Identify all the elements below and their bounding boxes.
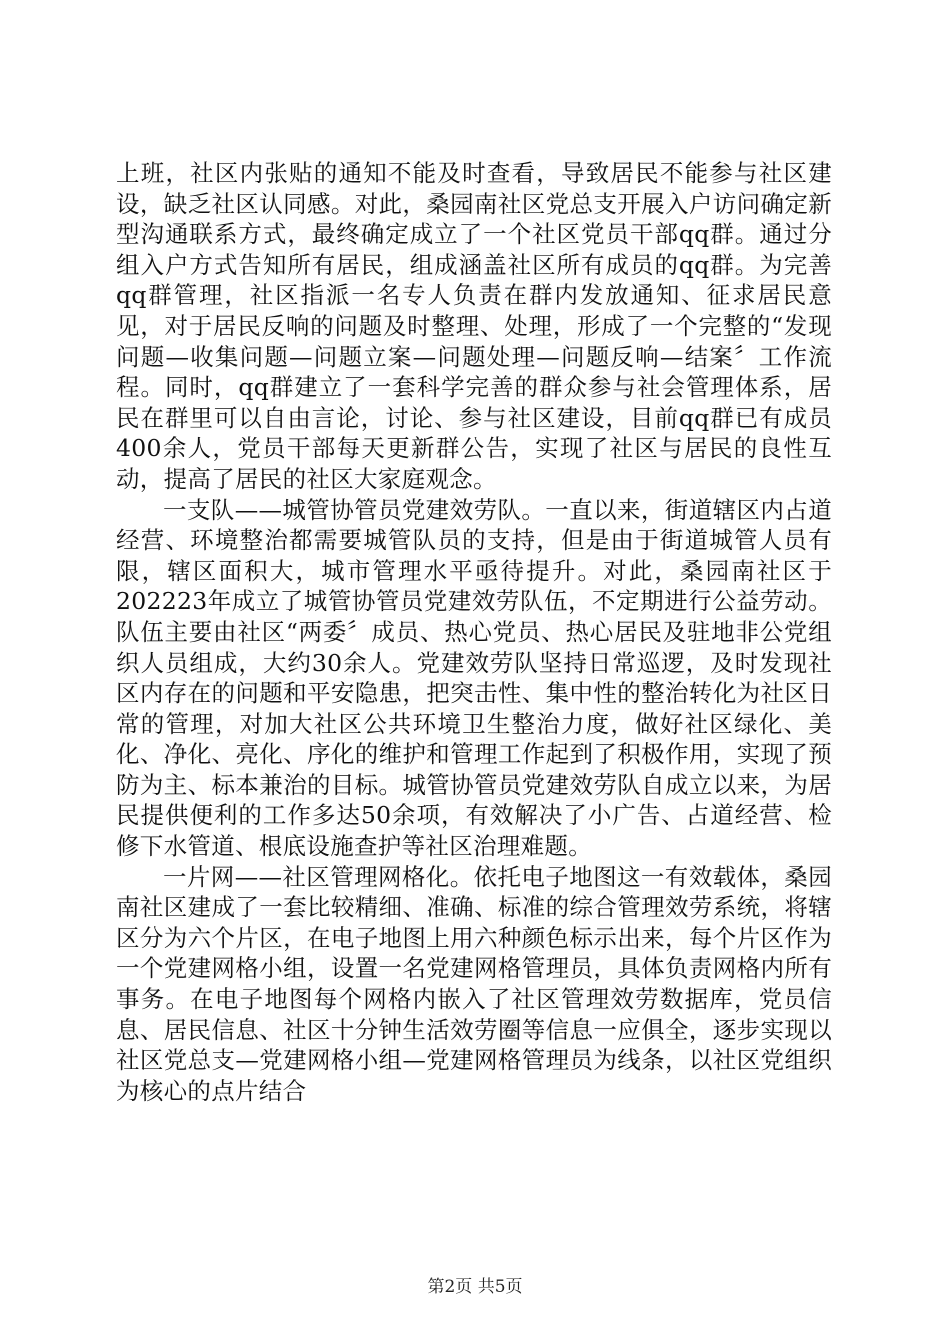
page-number-footer: 第2页 共5页 [427, 1277, 523, 1297]
document-body [116, 158, 832, 1106]
paragraph-grid-management: 一片网——社区管理网格化。依托电子地图这一有效载体，桑园南社区建成了一套比较精细、准确、标准的综合管理效劳系统，将辖区分为六个片区，在电子地图上用六种颜色标示出来，每个片区作为一个党建网格小组，设置一名党建网格管理员，具体负责网格内所有事务。在电子地图每个网格内嵌入了社区管理效劳数据库，党员信息、居民信息、社区十分钟生活效劳圈等信息一应俱全，逐步实现以社区党总支—党建网格小组—党建网格管理员为线条，以社区党组织为核心的点片结合 [116, 862, 832, 1105]
paragraph-service-team: 一支队——城管协管员党建效劳队。一直以来，街道辖区内占道经营、环境整治都需要城管队员的支持，但是由于街道城管人员有限，辖区面积大，城市管理水平亟待提升。对此，桑园南社区于202223年成立了城管协管员党建效劳队伍，不定期进行公益劳动。队伍主要由社区“两委〞成员、热心党员、热心居民及驻地非公党组织人员组成，大约30余人。党建效劳队坚持日常巡逻，及时发现社区内存在的问题和平安隐患，把突击性、集中性的整治转化为社区日常的管理，对加大社区公共环境卫生整治力度，做好社区绿化、美化、净化、亮化、序化的维护和管理工作起到了积极作用，实现了预防为主、标本兼治的目标。城管协管员党建效劳队自成立以来，为居民提供便利的工作多达50余项，有效解决了小广告、占道经营、检修下水管道、根底设施查护等社区治理难题。 [116, 495, 832, 861]
paragraph-qq-group: 上班，社区内张贴的通知不能及时查看，导致居民不能参与社区建设，缺乏社区认同感。对此，桑园南社区党总支开展入户访问确定新型沟通联系方式，最终确定成立了一个社区党员干部qq群。通过分组入户方式告知所有居民，组成涵盖社区所有成员的qq群。为完善qq群管理，社区指派一名专人负责在群内发放通知、征求居民意见，对于居民反响的问题及时整理、处理，形成了一个完整的“发现问题—收集问题—问题立案—问题处理—问题反响—结案〞工作流程。同时，qq群建立了一套科学完善的群众参与社会管理体系，居民在群里可以自由言论，讨论、参与社区建设，目前qq群已有成员400余人，党员干部每天更新群公告，实现了社区与居民的良性互动，提高了居民的社区大家庭观念。 [116, 159, 832, 493]
